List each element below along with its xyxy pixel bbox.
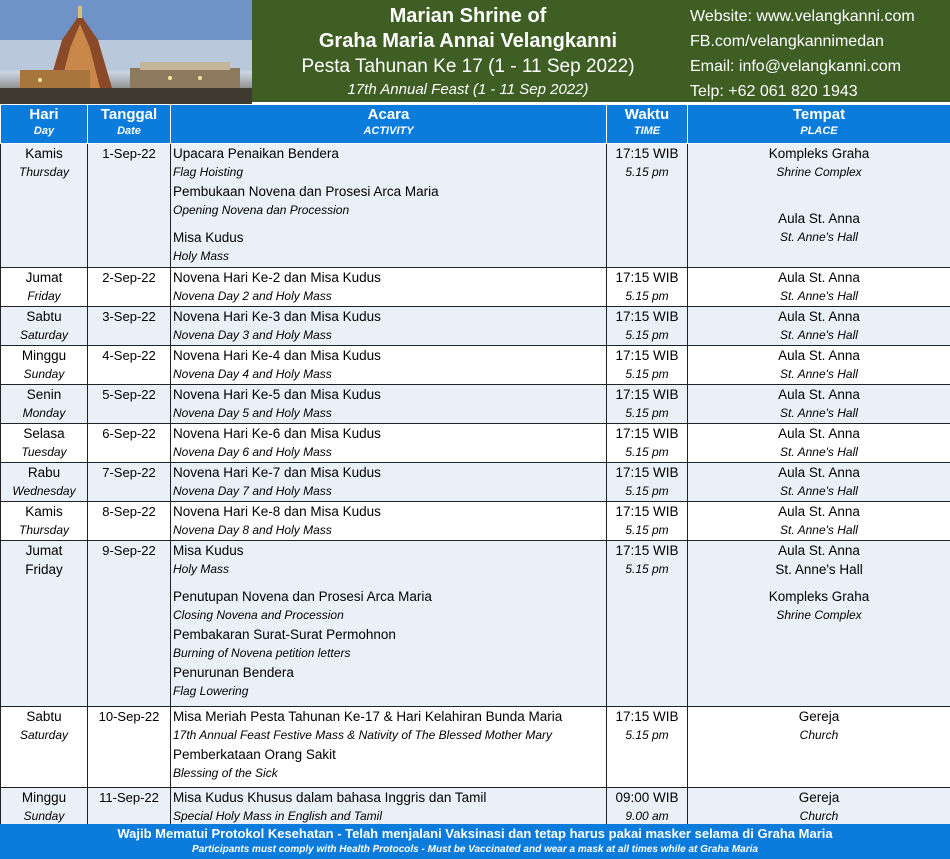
footer-line-en: Participants must comply with Health Protocols - Must be Vaccinated and wear a mask at all times while at Graha Maria — [192, 844, 758, 855]
activity-cell: Novena Hari Ke-8 dan Misa Kudus Novena Day 8 and Holy Mass — [171, 502, 607, 541]
col-time-header: Waktu TIME — [607, 105, 688, 144]
place-cell: Aula St. Anna St. Anne's Hall — [688, 385, 950, 424]
footer-line-id: Wajib Mematui Protokol Kesehatan - Telah menjalani Vaksinasi dan tetap harus pakai masker selama di Graha Maria — [117, 826, 833, 841]
activity-cell: Novena Hari Ke-5 dan Misa Kudus Novena Day 5 and Holy Mass — [171, 385, 607, 424]
table-row — [1, 385, 950, 424]
shrine-photo — [0, 0, 252, 104]
place-cell: Gereja Church — [688, 707, 950, 788]
date-cell: 3-Sep-22 — [88, 307, 171, 346]
contact-info — [690, 4, 948, 104]
date-cell: 6-Sep-22 — [88, 424, 171, 463]
activity-cell: Novena Hari Ke-4 dan Misa Kudus Novena Day 4 and Holy Mass — [171, 346, 607, 385]
table-row — [1, 424, 950, 463]
title-line-1: Marian Shrine of — [389, 5, 547, 27]
activity-cell: Upacara Penaikan Bendera Flag Hoisting Pembukaan Novena dan Prosesi Arca Maria Opening Novena dan Procession Misa Kudus Holy Mass — [171, 144, 607, 268]
title-line-2: Graha Maria Annai Velangkanni — [318, 30, 618, 52]
col-activity-header: Acara ACTIVITY — [171, 105, 607, 144]
table-row — [1, 346, 950, 385]
activity-cell: Misa Kudus Holy Mass Penutupan Novena dan Prosesi Arca Maria Closing Novena and Procession Pembakaran Surat-Surat Permohnon Burning of Novena petition letters Penurunan Bendera Flag Lowering — [171, 541, 607, 707]
phone-number: Telp: +62 061 820 1943 — [690, 83, 858, 100]
time-cell: 17:15 WIB 5.15 pm — [607, 268, 688, 307]
shrine-building-icon — [0, 0, 252, 104]
date-cell: 8-Sep-22 — [88, 502, 171, 541]
table-row — [1, 268, 950, 307]
col-day-header: Hari Day — [1, 105, 88, 144]
day-cell: Kamis Thursday — [1, 144, 88, 268]
time-cell: 17:15 WIB 5.15 pm — [607, 502, 688, 541]
activity-cell: Misa Kudus Khusus dalam bahasa Inggris dan Tamil Special Holy Mass in English and Tamil — [171, 788, 607, 827]
date-cell: 11-Sep-22 — [88, 788, 171, 827]
table-row — [1, 463, 950, 502]
day-cell: Kamis Thursday — [1, 502, 88, 541]
col-date-header: Tanggal Date — [88, 105, 171, 144]
time-cell: 17:15 WIB 5.15 pm — [607, 424, 688, 463]
time-cell: 17:15 WIB 5.15 pm — [607, 707, 688, 788]
schedule-table — [0, 104, 950, 827]
table-row — [1, 307, 950, 346]
time-cell: 09:00 WIB 9.00 am — [607, 788, 688, 827]
table-header-row — [1, 105, 950, 144]
activity-cell: Novena Hari Ke-3 dan Misa Kudus Novena Day 3 and Holy Mass — [171, 307, 607, 346]
table-row — [1, 144, 950, 268]
health-protocol-footer — [0, 824, 950, 859]
day-cell: Jumat Friday — [1, 541, 88, 707]
schedule-rows — [1, 144, 950, 827]
facebook-link[interactable]: FB.com/velangkannimedan — [690, 33, 884, 50]
title-block — [252, 0, 684, 104]
date-cell: 5-Sep-22 — [88, 385, 171, 424]
activity-cell: Novena Hari Ke-7 dan Misa Kudus Novena Day 7 and Holy Mass — [171, 463, 607, 502]
place-cell: Aula St. Anna St. Anne's Hall — [688, 502, 950, 541]
website-link[interactable]: Website: www.velangkanni.com — [690, 8, 915, 25]
activity-cell: Novena Hari Ke-6 dan Misa Kudus Novena Day 6 and Holy Mass — [171, 424, 607, 463]
email-link[interactable]: Email: info@velangkanni.com — [690, 58, 902, 75]
table-row — [1, 707, 950, 788]
day-cell: Minggu Sunday — [1, 788, 88, 827]
day-cell: Senin Monday — [1, 385, 88, 424]
day-cell: Selasa Tuesday — [1, 424, 88, 463]
table-row — [1, 502, 950, 541]
date-cell: 9-Sep-22 — [88, 541, 171, 707]
day-cell: Jumat Friday — [1, 268, 88, 307]
day-cell: Rabu Wednesday — [1, 463, 88, 502]
day-cell: Minggu Sunday — [1, 346, 88, 385]
time-cell: 17:15 WIB 5.15 pm — [607, 346, 688, 385]
header-banner — [0, 0, 950, 104]
day-cell: Sabtu Saturday — [1, 707, 88, 788]
title-line-4: 17th Annual Feast (1 - 11 Sep 2022) — [347, 81, 589, 98]
place-cell: Kompleks Graha Shrine Complex Aula St. Anna St. Anne's Hall — [688, 144, 950, 268]
time-cell: 17:15 WIB 5.15 pm — [607, 385, 688, 424]
place-cell: Aula St. Anna St. Anne's Hall — [688, 268, 950, 307]
title-line-3: Pesta Tahunan Ke 17 (1 - 11 Sep 2022) — [301, 56, 635, 77]
activity-cell: Novena Hari Ke-2 dan Misa Kudus Novena Day 2 and Holy Mass — [171, 268, 607, 307]
day-cell: Sabtu Saturday — [1, 307, 88, 346]
place-cell: Aula St. Anna St. Anne's Hall Kompleks Graha Shrine Complex — [688, 541, 950, 707]
activity-cell: Misa Meriah Pesta Tahunan Ke-17 & Hari Kelahiran Bunda Maria 17th Annual Feast Festive Mass & Nativity of The Blessed Mother Mary Pemberkataan Orang Sakit Blessing of the Sick — [171, 707, 607, 788]
place-cell: Aula St. Anna St. Anne's Hall — [688, 307, 950, 346]
time-cell: 17:15 WIB 5.15 pm — [607, 541, 688, 707]
place-cell: Aula St. Anna St. Anne's Hall — [688, 346, 950, 385]
date-cell: 10-Sep-22 — [88, 707, 171, 788]
place-cell: Aula St. Anna St. Anne's Hall — [688, 424, 950, 463]
date-cell: 4-Sep-22 — [88, 346, 171, 385]
place-cell: Gereja Church — [688, 788, 950, 827]
time-cell: 17:15 WIB 5.15 pm — [607, 144, 688, 268]
date-cell: 2-Sep-22 — [88, 268, 171, 307]
table-row — [1, 541, 950, 707]
place-cell: Aula St. Anna St. Anne's Hall — [688, 463, 950, 502]
table-row — [1, 788, 950, 827]
time-cell: 17:15 WIB 5.15 pm — [607, 307, 688, 346]
time-cell: 17:15 WIB 5.15 pm — [607, 463, 688, 502]
date-cell: 7-Sep-22 — [88, 463, 171, 502]
date-cell: 1-Sep-22 — [88, 144, 171, 268]
col-place-header: Tempat PLACE — [688, 105, 950, 144]
